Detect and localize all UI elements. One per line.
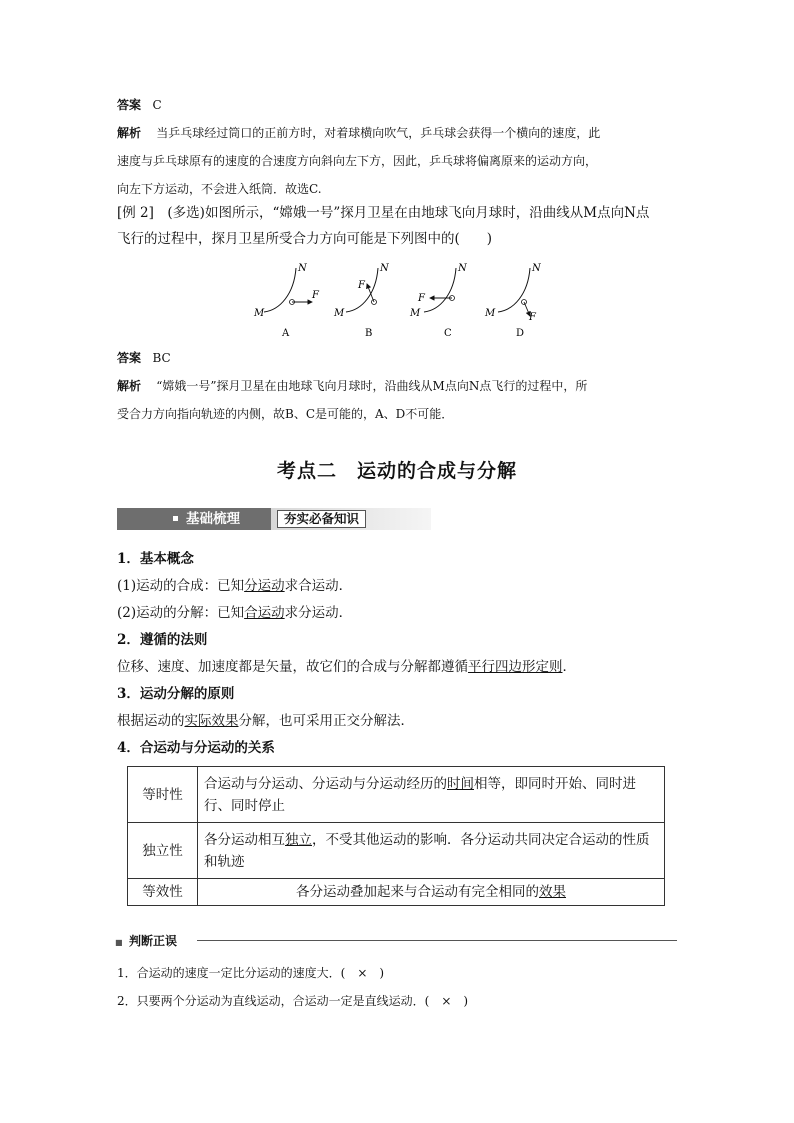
- table-key: 独立性: [128, 823, 198, 879]
- table-value: 各分运动相互独立，不受其他运动的影响．各分运动共同决定合运动的性质和轨迹: [198, 823, 665, 879]
- analysis-label: 解析: [117, 379, 142, 393]
- label-f: F: [312, 290, 319, 301]
- label-m: M: [485, 308, 496, 319]
- judge-heading: [117, 932, 677, 948]
- banner-dark: [117, 508, 271, 530]
- label-m: M: [410, 308, 421, 319]
- basic-content: [117, 550, 677, 761]
- force-diagram-figure: [248, 258, 558, 342]
- panel-label: B: [365, 328, 373, 339]
- answer-value: C: [152, 98, 162, 112]
- analysis-line: “嫦娥一号”探月卫星在由地球飞向月球时，沿曲线从M点向N点飞行的过程中，所: [156, 379, 588, 393]
- table-key: 等效性: [128, 879, 198, 906]
- divider: [197, 940, 677, 941]
- example-line: [例 2] (多选)如图所示，“嫦娥一号”探月卫星在由地球飞向月球时，沿曲线从M点向N点: [117, 205, 650, 221]
- section-title: 考点二 运动的合成与分解: [276, 460, 517, 482]
- judge-title: 判断正误: [129, 932, 181, 949]
- banner-left-label: 基础梳理: [186, 511, 240, 527]
- line-2: (2)运动的分解：已知合运动求分运动．: [117, 605, 353, 621]
- table-row: [128, 823, 665, 879]
- line-3: 位移、速度、加速度都是矢量，故它们的合成与分解都遵循平行四边形定则．: [117, 659, 576, 675]
- list-item: 2．只要两个分运动为直线运动，合运动一定是直线运动．( × ): [117, 994, 469, 1008]
- heading-2: 2．遵循的法则: [117, 632, 208, 648]
- section-banner: [117, 508, 431, 530]
- square-icon: [173, 516, 178, 521]
- label-f: F: [418, 293, 425, 304]
- answer-line-1: [117, 97, 677, 113]
- answer-value: BC: [152, 351, 171, 365]
- example-2: [117, 204, 682, 252]
- judge-list: [117, 965, 677, 1015]
- answer-line-2: [117, 350, 677, 366]
- label-n: N: [380, 263, 389, 274]
- table-key: 等时性: [128, 767, 198, 823]
- analysis-label: 解析: [117, 126, 142, 140]
- label-m: M: [254, 308, 265, 319]
- label-f: F: [358, 280, 365, 291]
- label-n: N: [298, 263, 307, 274]
- analysis-line: 速度与乒乓球原有的速度的合速度方向斜向左下方，因此，乒乓球将偏离原来的运动方向，: [117, 154, 598, 168]
- answer-label: 答案: [117, 98, 142, 112]
- relationship-table: [127, 766, 665, 906]
- table-value: 各分运动叠加起来与合运动有完全相同的效果: [198, 879, 665, 906]
- analysis-2: [117, 378, 679, 428]
- analysis-line: 受合力方向指向轨迹的内侧，故B、C是可能的，A、D不可能．: [117, 407, 454, 421]
- label-m: M: [334, 308, 345, 319]
- table-value: 合运动与分运动、分运动与分运动经历的时间相等，即同时开始、同时进行、同时停止: [198, 767, 665, 823]
- banner-right-label: 夯实必备知识: [277, 510, 366, 528]
- line-4: 根据运动的实际效果分解，也可采用正交分解法．: [117, 713, 414, 729]
- panel-label: D: [516, 328, 525, 339]
- analysis-line: 当乒乓球经过筒口的正前方时，对着球横向吹气，乒乓球会获得一个横向的速度，此: [156, 126, 601, 140]
- panel-c: [409, 263, 468, 339]
- list-item: 1．合运动的速度一定比分运动的速度大．( × ): [117, 966, 385, 980]
- answer-label: 答案: [117, 351, 142, 365]
- example-line: 飞行的过程中，探月卫星所受合力方向可能是下列图中的( ): [117, 231, 493, 247]
- banner-light: [271, 508, 431, 530]
- table-row: [128, 879, 665, 906]
- analysis-1: [117, 125, 679, 203]
- panel-a: [253, 263, 320, 339]
- panel-label: C: [444, 328, 452, 339]
- label-n: N: [458, 263, 467, 274]
- panel-label: A: [282, 328, 290, 339]
- analysis-line: 向左下方运动，不会进入纸筒．故选C.: [117, 182, 322, 196]
- panel-d: [484, 263, 542, 339]
- heading-1: 1．基本概念: [117, 551, 194, 567]
- label-n: N: [532, 263, 541, 274]
- dot-icon: ■: [115, 938, 123, 947]
- heading-4: 4．合运动与分运动的关系: [117, 740, 275, 756]
- table-row: [128, 767, 665, 823]
- label-f: F: [529, 312, 536, 323]
- line-1: (1)运动的合成：已知分运动求合运动．: [117, 578, 353, 594]
- heading-3: 3．运动分解的原则: [117, 686, 235, 702]
- panel-b: [333, 263, 390, 339]
